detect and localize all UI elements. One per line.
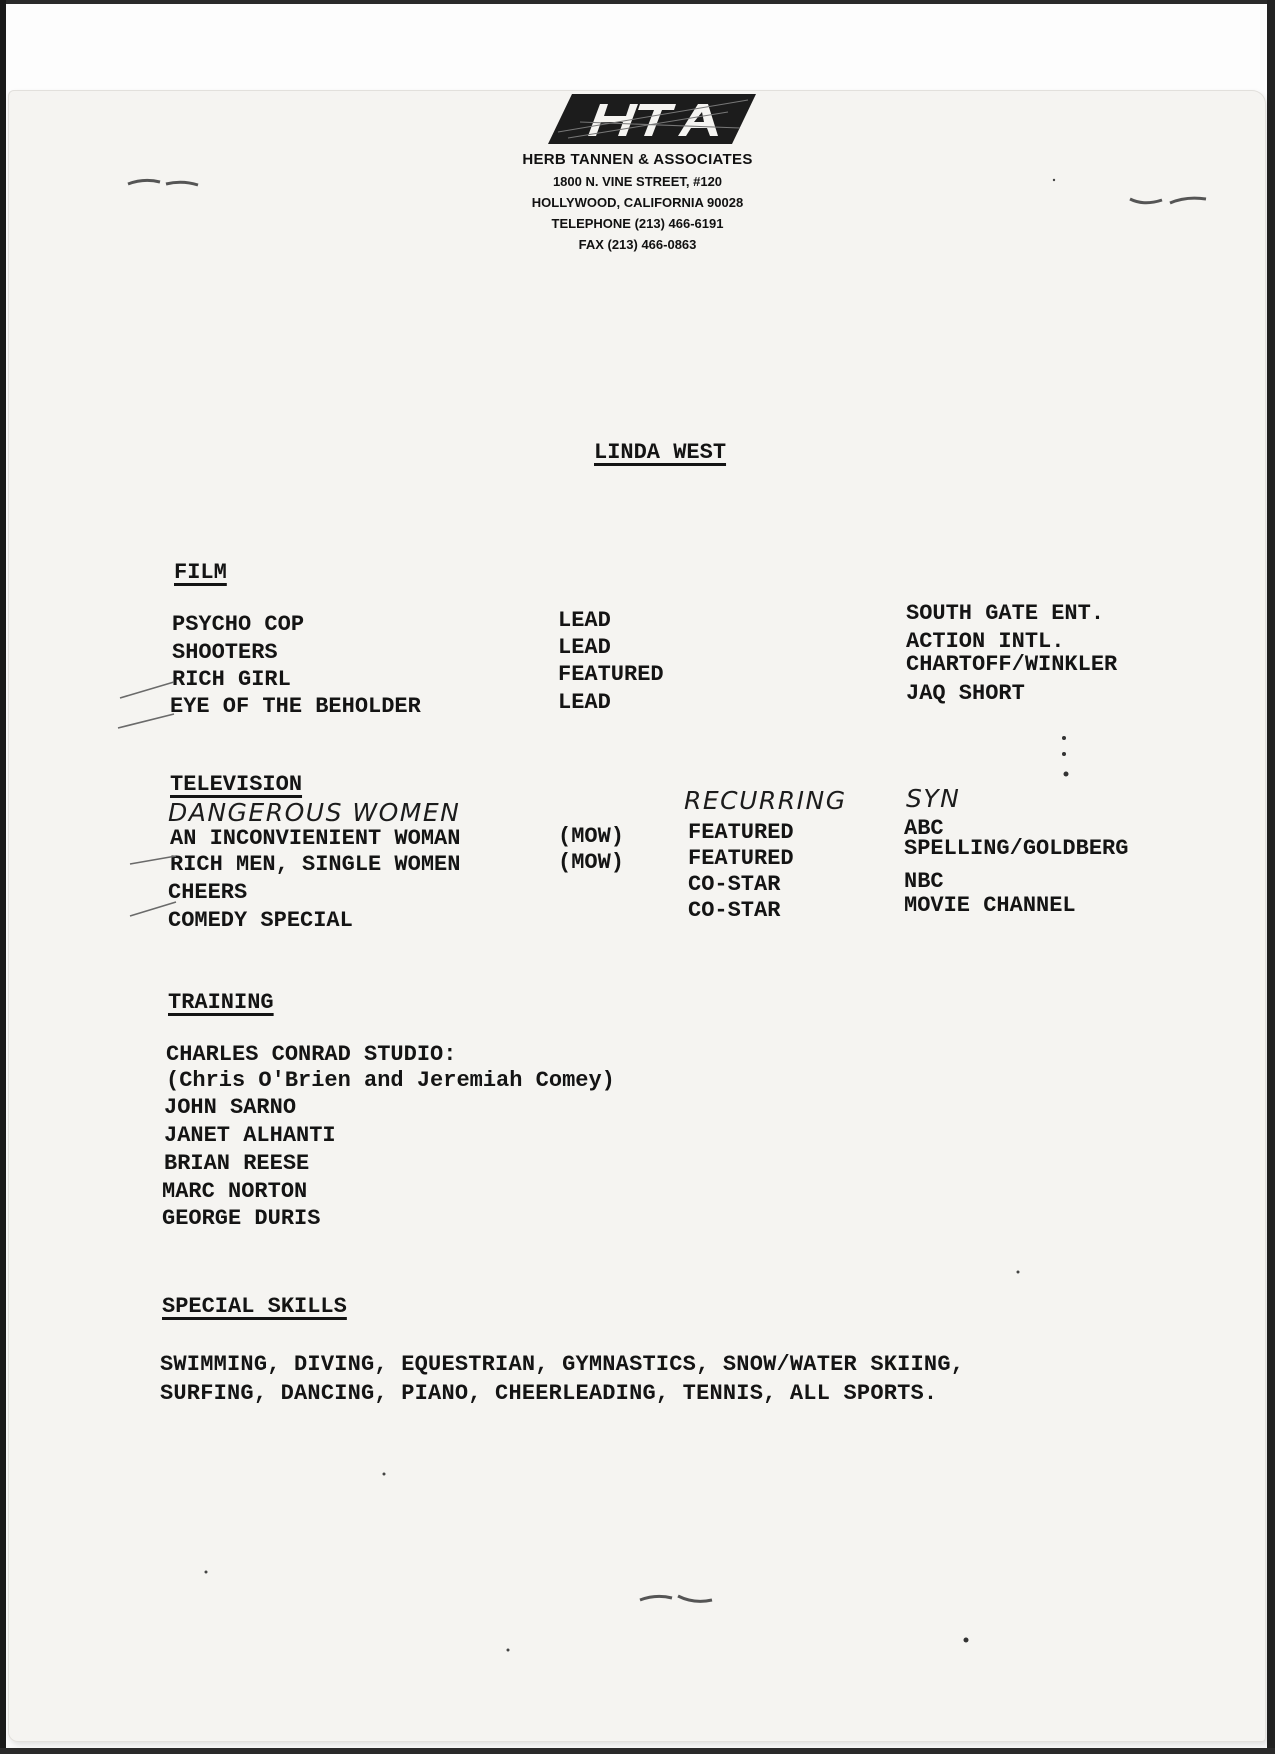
handwritten-role: RECURRING: [684, 786, 847, 815]
film-role: LEAD: [558, 608, 611, 633]
tv-title: AN INCONVIENIENT WOMAN: [170, 826, 461, 851]
skills-line: SWIMMING, DIVING, EQUESTRIAN, GYMNASTICS, SNOW/WATER SKIING,: [160, 1352, 965, 1377]
training-line: JANET ALHANTI: [164, 1123, 336, 1148]
tv-network: NBC: [904, 869, 944, 894]
tv-role: FEATURED: [688, 846, 794, 871]
tv-network: ABC: [904, 816, 944, 841]
agency-city: HOLLYWOOD, CALIFORNIA 90028: [531, 195, 744, 210]
film-title: EYE OF THE BEHOLDER: [170, 694, 421, 719]
television-heading: TELEVISION: [170, 772, 303, 797]
film-role: FEATURED: [558, 662, 664, 687]
tv-title: RICH MEN, SINGLE WOMEN: [170, 852, 461, 877]
film-role: LEAD: [558, 635, 611, 660]
training-line: (Chris O'Brien and Jeremiah Comey): [166, 1068, 615, 1093]
tv-role: CO-STAR: [688, 898, 781, 923]
film-title: SHOOTERS: [172, 640, 278, 665]
film-company: JAQ SHORT: [906, 681, 1025, 706]
training-line: JOHN SARNO: [164, 1095, 297, 1120]
handwritten-title: DANGEROUS WOMEN: [168, 798, 461, 827]
training-line: CHARLES CONRAD STUDIO:: [166, 1042, 457, 1067]
agency-name: HERB TANNEN & ASSOCIATES: [522, 151, 753, 168]
film-heading: FILM: [174, 560, 227, 585]
training-heading: TRAINING: [168, 990, 274, 1015]
training-line: GEORGE DURIS: [162, 1206, 321, 1231]
tv-network: MOVIE CHANNEL: [904, 893, 1076, 918]
tv-title: COMEDY SPECIAL: [168, 908, 353, 933]
film-title: RICH GIRL: [172, 667, 291, 692]
film-company: SOUTH GATE ENT.: [906, 601, 1105, 626]
tv-format: (MOW): [558, 850, 625, 875]
special-skills-heading: SPECIAL SKILLS: [162, 1294, 347, 1319]
agency-fax: FAX (213) 466-0863: [578, 237, 697, 252]
skills-line: SURFING, DANCING, PIANO, CHEERLEADING, TENNIS, ALL SPORTS.: [160, 1381, 938, 1406]
film-company: ACTION INTL.: [906, 629, 1065, 654]
tv-format: (MOW): [558, 824, 625, 849]
tv-role: CO-STAR: [688, 872, 781, 897]
tv-role: FEATURED: [688, 820, 794, 845]
film-company: CHARTOFF/WINKLER: [906, 652, 1118, 677]
agency-street: 1800 N. VINE STREET, #120: [552, 174, 723, 189]
agency-telephone: TELEPHONE (213) 466-6191: [551, 216, 724, 231]
actor-name: LINDA WEST: [594, 440, 727, 465]
training-line: BRIAN REESE: [164, 1151, 310, 1176]
film-role: LEAD: [558, 690, 611, 715]
tv-title: CHEERS: [168, 880, 248, 905]
tv-network: SPELLING/GOLDBERG: [904, 836, 1129, 861]
training-line: MARC NORTON: [162, 1179, 308, 1204]
handwritten-network: SYN: [906, 784, 961, 813]
film-title: PSYCHO COP: [172, 612, 305, 637]
